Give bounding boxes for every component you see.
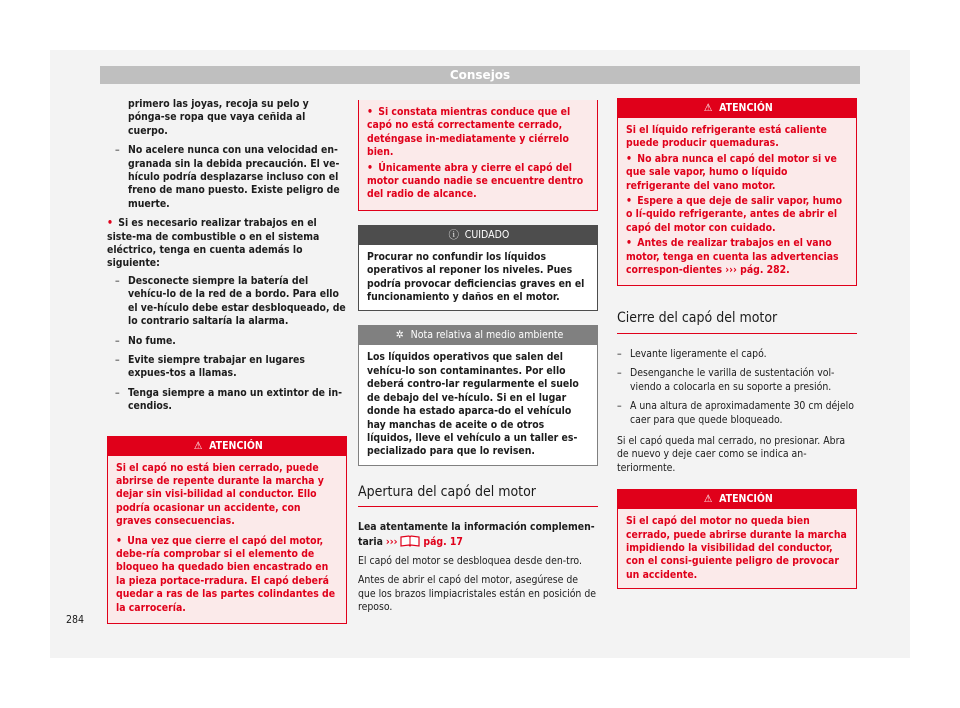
bullet-text: Antes de realizar trabajos en el vano motor, tenga en cuenta las advertencias correspon-dientes <box>626 237 839 277</box>
warning-header <box>618 99 856 118</box>
caution-header <box>359 226 597 245</box>
warning-box <box>617 489 857 589</box>
environment-note-box <box>358 325 598 465</box>
environment-header <box>359 326 597 345</box>
bullet-icon: • <box>116 534 122 547</box>
caution-title: CUIDADO <box>464 228 510 241</box>
caution-circle-icon: ⓘ <box>448 228 459 241</box>
warning-title: ATENCIÓN <box>209 439 263 452</box>
list-item: – A una altura de aproximadamente 30 cm déjelo caer para que quede bloqueado. <box>617 400 857 427</box>
warning-header <box>108 437 346 456</box>
bullet-text: Espere a que deje de salir vapor, humo o lí-quido refrigerante, antes de abrir el capó del motor con cuidado. <box>626 195 843 234</box>
bullet-text: Si constata mientras conduce que el capó no está correctamente cerrado, deténgase in-mediatamente y ciérrelo bien. <box>367 106 571 159</box>
warning-body: Si el capó del motor no queda bien cerrado, puede abrirse durante la marcha impidiendo la visibilidad del conductor, con el consi-guiente peligro de provocar un accidente. <box>618 509 856 588</box>
steps-list <box>617 348 857 427</box>
paragraph: El capó del motor se desbloquea desde den-tro. <box>358 554 582 567</box>
column-2 <box>358 98 598 621</box>
list-item <box>626 195 848 235</box>
header-title: Consejos <box>449 68 511 82</box>
sub-list <box>107 275 347 414</box>
page-header <box>100 66 860 84</box>
warning-triangle-icon: ⚠ <box>193 439 203 452</box>
list-item <box>367 106 589 160</box>
continued-list <box>107 98 347 211</box>
warning-body <box>359 100 597 210</box>
list-item: – Levante ligeramente el capó. <box>617 348 857 361</box>
column-3 <box>617 98 857 603</box>
list-item: – Tenga siempre a mano un extintor de in-cendios. <box>115 387 347 414</box>
list-item <box>107 217 347 271</box>
warning-box <box>107 436 347 624</box>
continued-text: primero las joyas, recoja su pelo y pónga-se ropa que vaya ceñida al cuerpo. <box>128 98 309 137</box>
bullet-text: Si es necesario realizar trabajos en el siste-ma de combustible o en el sistema eléctrico, tenga en cuenta además lo siguiente: <box>107 217 320 270</box>
bullet-text: Una vez que cierre el capó del motor, debe-ría comprobar si el elemento de bloqueo ha quedado bien encastrado en la pieza portace-rradura. El capó deberá quedar a ras de las partes colindantes de la carrocería. <box>116 534 336 614</box>
list-item: – Evite siempre trabajar en lugares expues-tos a llamas. <box>115 354 347 381</box>
bullet-icon: • <box>367 161 373 174</box>
bullet-text: Únicamente abra y cierre el capó del motor cuando nadie se encuentre dentro del radio de alcance. <box>367 161 584 201</box>
warning-triangle-icon: ⚠ <box>703 102 713 114</box>
list-item: – Desenganche le varilla de sustentación vol-viendo a colocarla en su soporte a presión. <box>617 367 857 394</box>
warning-header <box>618 490 856 509</box>
bullet-icon: • <box>626 152 632 165</box>
book-icon <box>400 535 420 547</box>
section-title: Cierre del capó del motor <box>617 312 857 333</box>
ref-arrow: ››› <box>725 264 737 277</box>
list-item: – No acelere nunca con una velocidad en-granada sin la debida precaución. El ve-hículo podría desplazarse incluso con el freno de mano puesto. Existe peligro de muerte. <box>115 144 347 211</box>
caution-body: Procurar no confundir los líquidos operativos al reponer los niveles. Pues podría provocar deficiencias graves en el funcionamiento y daños en el motor. <box>359 245 597 311</box>
page-number: 284 <box>66 614 85 626</box>
column-1 <box>107 98 347 638</box>
intro-text <box>358 521 598 549</box>
warning-title: ATENCIÓN <box>719 493 773 506</box>
ref-arrow: ››› <box>385 535 398 548</box>
page-ref-link[interactable]: pág. 17 <box>423 535 463 548</box>
warning-box-continued <box>358 100 598 211</box>
environment-title: Nota relativa al medio ambiente <box>410 329 564 342</box>
warning-title: ATENCIÓN <box>719 102 773 114</box>
warning-body <box>618 118 856 285</box>
list-item: – No fume. <box>115 335 347 348</box>
list-item <box>626 153 848 193</box>
bullet-icon: • <box>626 237 632 250</box>
page-ref-link[interactable]: pág. 282. <box>740 264 790 277</box>
environment-gear-icon: ✲ <box>395 329 404 342</box>
warning-text: Si el líquido refrigerante está caliente puede producir quemaduras. <box>626 124 827 150</box>
intro-bold: Lea atentamente la información complemen-taria <box>358 521 595 548</box>
warning-box <box>617 98 857 286</box>
bullet-text: No abra nunca el capó del motor si ve que sale vapor, humo o líquido refrigerante del vano motor. <box>626 152 837 192</box>
list-item <box>367 162 589 202</box>
bullet-icon: • <box>367 106 373 118</box>
paragraph: Antes de abrir el capó del motor, asegúrese de que los brazos limpiacristales están en posición de reposo. <box>358 574 597 614</box>
section-title: Apertura del capó del motor <box>358 486 598 507</box>
bullet-icon: • <box>107 217 113 230</box>
bullet-icon: • <box>626 195 632 208</box>
warning-triangle-icon: ⚠ <box>703 493 713 506</box>
list-item <box>116 535 338 615</box>
warning-text: Si el capó no está bien cerrado, puede abrirse de repente durante la marcha y dejar sin visi-bilidad al conductor. Ello podría ocasionar un accidente, con graves consecuencias. <box>116 461 324 528</box>
list-item <box>626 237 848 277</box>
paragraph: Si el capó queda mal cerrado, no presionar. Abra de nuevo y deje caer como se indica an-teriormente. <box>617 434 846 474</box>
warning-body <box>108 456 346 623</box>
environment-body: Los líquidos operativos que salen del vehícu-lo son contaminantes. Por ello deberá contro-lar regularmente el suelo de debajo del ve-hículo. Si en el lugar donde ha estado aparca-do el vehículo hay manchas de aceite o de otros líquidos, lleve el vehículo a un taller es-pecializado para que lo revisen. <box>359 345 597 464</box>
caution-box <box>358 225 598 312</box>
list-item: – Desconecte siempre la batería del vehícu-lo de la red de a bordo. Para ello el ve-hículo debe estar desbloqueado, de lo contrario saltaría la alarma. <box>115 275 347 329</box>
